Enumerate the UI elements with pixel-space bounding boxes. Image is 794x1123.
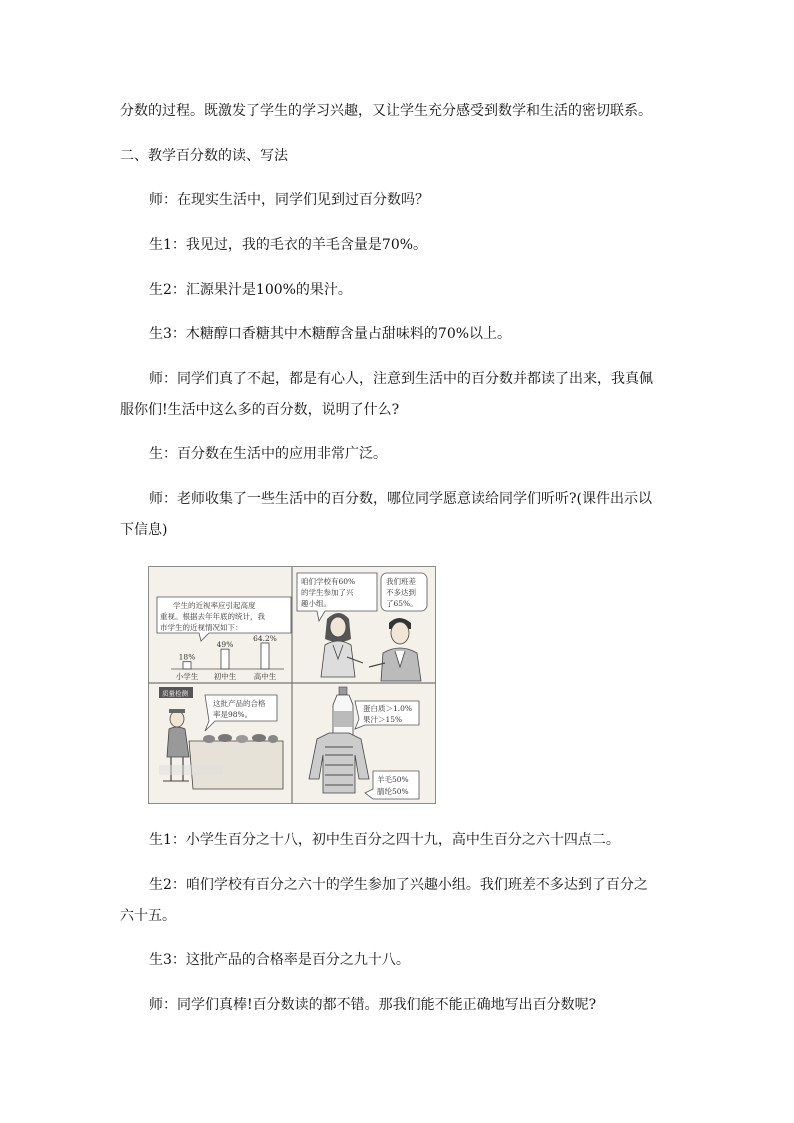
bubble-text: 的学生参加了兴 bbox=[301, 588, 354, 597]
paragraph-line: 生2：汇源果汁是100%的果汁。 bbox=[149, 282, 352, 298]
bar-初中生 bbox=[221, 649, 229, 669]
paragraph-line: 服你们!生活中这么多的百分数，说明了什么? bbox=[120, 402, 400, 418]
teacher-man-figure bbox=[369, 618, 421, 681]
paragraph-line: 生1：我见过，我的毛衣的羊毛含量是70%。 bbox=[149, 237, 428, 253]
bar-chart bbox=[176, 634, 277, 681]
paragraph-line: 师：在现实生活中，同学们见到过百分数吗？ bbox=[149, 192, 429, 208]
teacher-woman-figure bbox=[321, 613, 363, 677]
panel-chart bbox=[157, 597, 291, 681]
bubble-text: 趣小组。 bbox=[301, 599, 331, 608]
chart-note-line: 市学生的近视情况如下： bbox=[160, 623, 243, 632]
paragraph-line: 生3：这批产品的合格率是百分之九十八。 bbox=[149, 952, 410, 968]
paragraph-line: 生1：小学生百分之十八，初中生百分之四十九，高中生百分之六十四点二。 bbox=[149, 832, 620, 848]
percent-illustration bbox=[148, 566, 436, 804]
sweater-label-text: 羊毛50% bbox=[377, 775, 409, 784]
juice-bottle bbox=[333, 687, 353, 737]
bar-value-label: 49% bbox=[216, 640, 234, 650]
paragraph-line: 师：同学们真棒!百分数读的都不错。那我们能不能正确地写出百分数呢? bbox=[149, 997, 597, 1013]
bar-category-label: 小学生 bbox=[175, 672, 199, 681]
bubble-text: 咱们学校有60% bbox=[301, 577, 356, 586]
bubble-text: 率是98%。 bbox=[213, 710, 253, 719]
chart-note-line: 重视。根据去年年底的统计，我 bbox=[160, 612, 265, 621]
inspection-desk bbox=[189, 734, 283, 789]
panel-inspector bbox=[159, 687, 283, 789]
bar-category-label: 初中生 bbox=[213, 672, 237, 681]
paragraph-line: 分数的过程。既激发了学生的学习兴趣，又让学生充分感受到数学和生活的密切联系。 bbox=[120, 103, 652, 119]
paragraph-line: 生3：木糖醇口香糖其中木糖醇含量占甜味料的70%以上。 bbox=[149, 326, 512, 342]
bubble-text: 我们班差 bbox=[386, 577, 416, 586]
panel-products bbox=[309, 687, 419, 799]
bubble-text: 了65%。 bbox=[386, 599, 418, 608]
paragraph-line: 六十五。 bbox=[120, 908, 176, 924]
paragraph-line: 生2：咱们学校有百分之六十的学生参加了兴趣小组。我们班差不多达到了百分之 bbox=[149, 877, 648, 893]
paragraph-line: 师：同学们真了不起，都是有心人，注意到生活中的百分数并都读了出来，我真佩 bbox=[149, 371, 653, 387]
quality-sign-text: 质量检测 bbox=[162, 689, 188, 698]
bubble-text: 不多达到 bbox=[386, 588, 416, 597]
paragraph-line: 生：百分数在生活中的应用非常广泛。 bbox=[149, 446, 387, 462]
panel-teachers bbox=[297, 573, 427, 681]
bottle-label-text: 果汁＞15% bbox=[363, 715, 403, 724]
bubble-text: 这批产品的合格 bbox=[213, 699, 266, 708]
bottle-label-text: 蛋白质＞1.0% bbox=[363, 704, 413, 713]
paragraph-line: 下信息) bbox=[120, 522, 168, 538]
bar-value-label: 64.2% bbox=[253, 634, 277, 643]
chart-note-line: 学生的近视率应引起高度 bbox=[173, 601, 256, 610]
bar-小学生 bbox=[183, 662, 191, 669]
bar-高中生 bbox=[261, 643, 269, 669]
illustration-svg bbox=[149, 567, 435, 803]
sweater-label-text: 腈纶50% bbox=[377, 787, 409, 796]
bar-category-label: 高中生 bbox=[253, 672, 277, 681]
sweater bbox=[309, 733, 369, 793]
section-heading: 二、教学百分数的读、写法 bbox=[120, 148, 288, 164]
paragraph-line: 师：老师收集了一些生活中的百分数，哪位同学愿意读给同学们听听?(课件出示以 bbox=[149, 491, 652, 507]
bar-value-label: 18% bbox=[178, 652, 196, 662]
